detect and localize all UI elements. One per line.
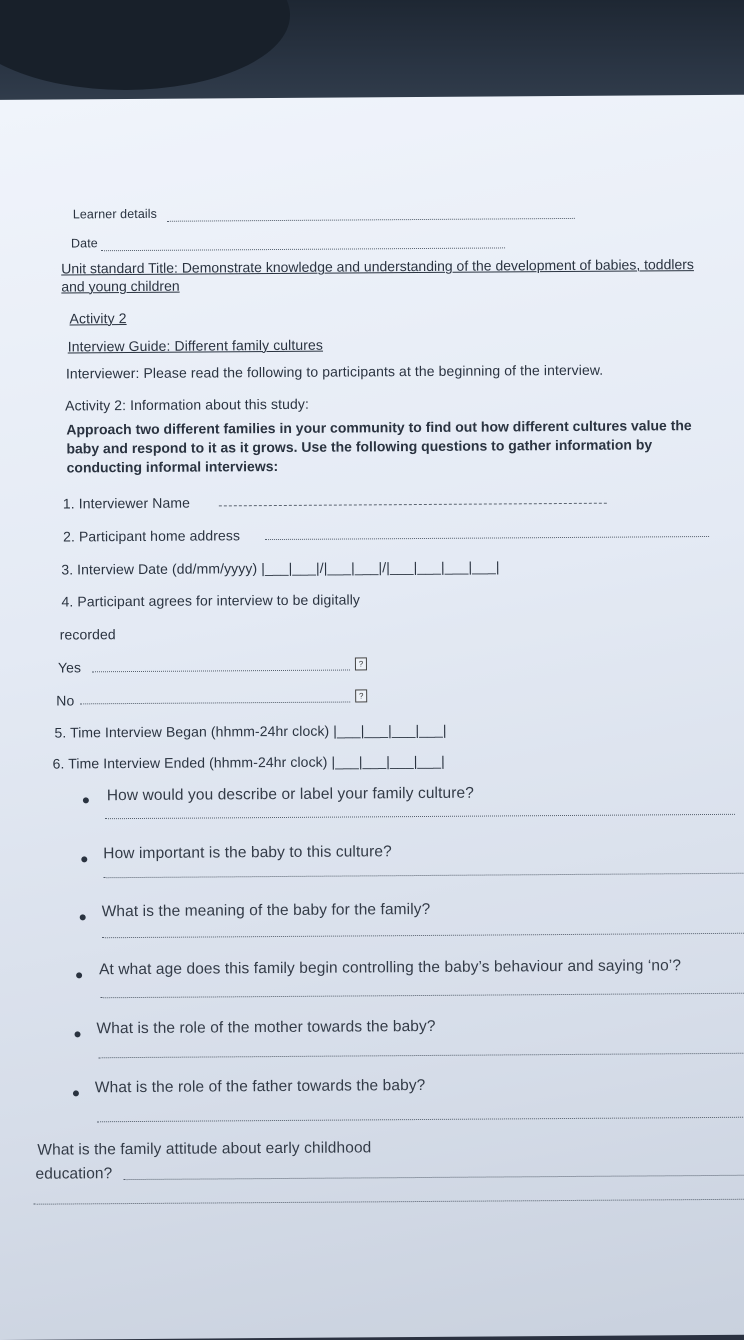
question-baby-meaning: What is the meaning of the baby for the family? [101,900,431,921]
learner-details-label: Learner details [72,206,158,222]
question-family-culture: How would you describe or label your family culture? [106,784,474,805]
participant-address-field[interactable] [265,536,709,540]
consent-no-checkbox[interactable]: ? [355,689,367,702]
question-early-education-line2: education? [35,1165,113,1183]
answer-line-baby-meaning[interactable] [102,933,744,938]
interview-guide-title: Interview Guide: Different family cultures [67,336,324,355]
interview-date-field[interactable]: 3. Interview Date (dd/mm/yyyy) |___|___|/|___|___|/|___|___|___|___| [61,558,500,578]
answer-line-controlling-age[interactable] [100,993,744,999]
time-ended-field[interactable]: 6. Time Interview Ended (hhmm-24hr clock) |___|___|___|___| [52,752,445,772]
answer-line-father-role[interactable] [97,1117,744,1123]
answer-line-early-education-2[interactable] [34,1199,744,1205]
consent-label-line1: 4. Participant agrees for interview to be digitally [61,591,361,610]
consent-yes-label: Yes [57,659,82,676]
activity-heading: Activity 2 [69,310,127,327]
learner-details-field[interactable] [167,218,575,222]
date-field[interactable] [101,247,505,251]
bullet-icon [76,972,82,978]
activity-info-heading: Activity 2: Information about this study: [65,395,309,414]
consent-label-line2: recorded [59,626,116,643]
question-father-role: What is the role of the father towards the baby? [94,1076,426,1097]
bullet-icon [80,914,86,920]
question-early-education-line1: What is the family attitude about early childhood [37,1139,372,1159]
answer-line-family-culture[interactable] [105,814,735,819]
consent-no-line [80,701,350,704]
interviewer-name-field[interactable] [219,503,607,507]
bullet-icon [81,856,87,862]
participant-address-label: 2. Participant home address [62,527,241,545]
worksheet-page [0,95,744,1340]
consent-no-label: No [56,692,75,709]
consent-yes-line [92,670,350,673]
unit-standard-title: Unit standard Title: Demonstrate knowledge and understanding of the development of babies, toddlers and young children [61,256,694,295]
interviewer-name-label: 1. Interviewer Name [62,494,191,512]
date-label: Date [70,236,98,251]
interviewer-note: Interviewer: Please read the following to participants at the beginning of the interview. [65,361,604,382]
consent-yes-checkbox[interactable]: ? [355,657,367,670]
question-controlling-age: At what age does this family begin controlling the baby’s behaviour and saying ‘no’? [99,957,682,979]
time-began-field[interactable]: 5. Time Interview Began (hhmm-24hr clock) |___|___|___|___| [54,721,447,741]
instructions-paragraph: Approach two different families in your community to find out how different cultures value the baby and respond to it as it grows. Use the following questions to gather information by conducting informal interviews: [66,417,692,476]
bullet-icon [83,797,89,803]
question-baby-importance: How important is the baby to this culture? [103,843,392,863]
answer-line-baby-importance[interactable] [103,873,743,878]
bullet-icon [73,1090,79,1096]
question-mother-role: What is the role of the mother towards the baby? [96,1017,436,1038]
bullet-icon [75,1031,81,1037]
answer-line-early-education[interactable] [124,1175,744,1180]
answer-line-mother-role[interactable] [99,1053,744,1059]
